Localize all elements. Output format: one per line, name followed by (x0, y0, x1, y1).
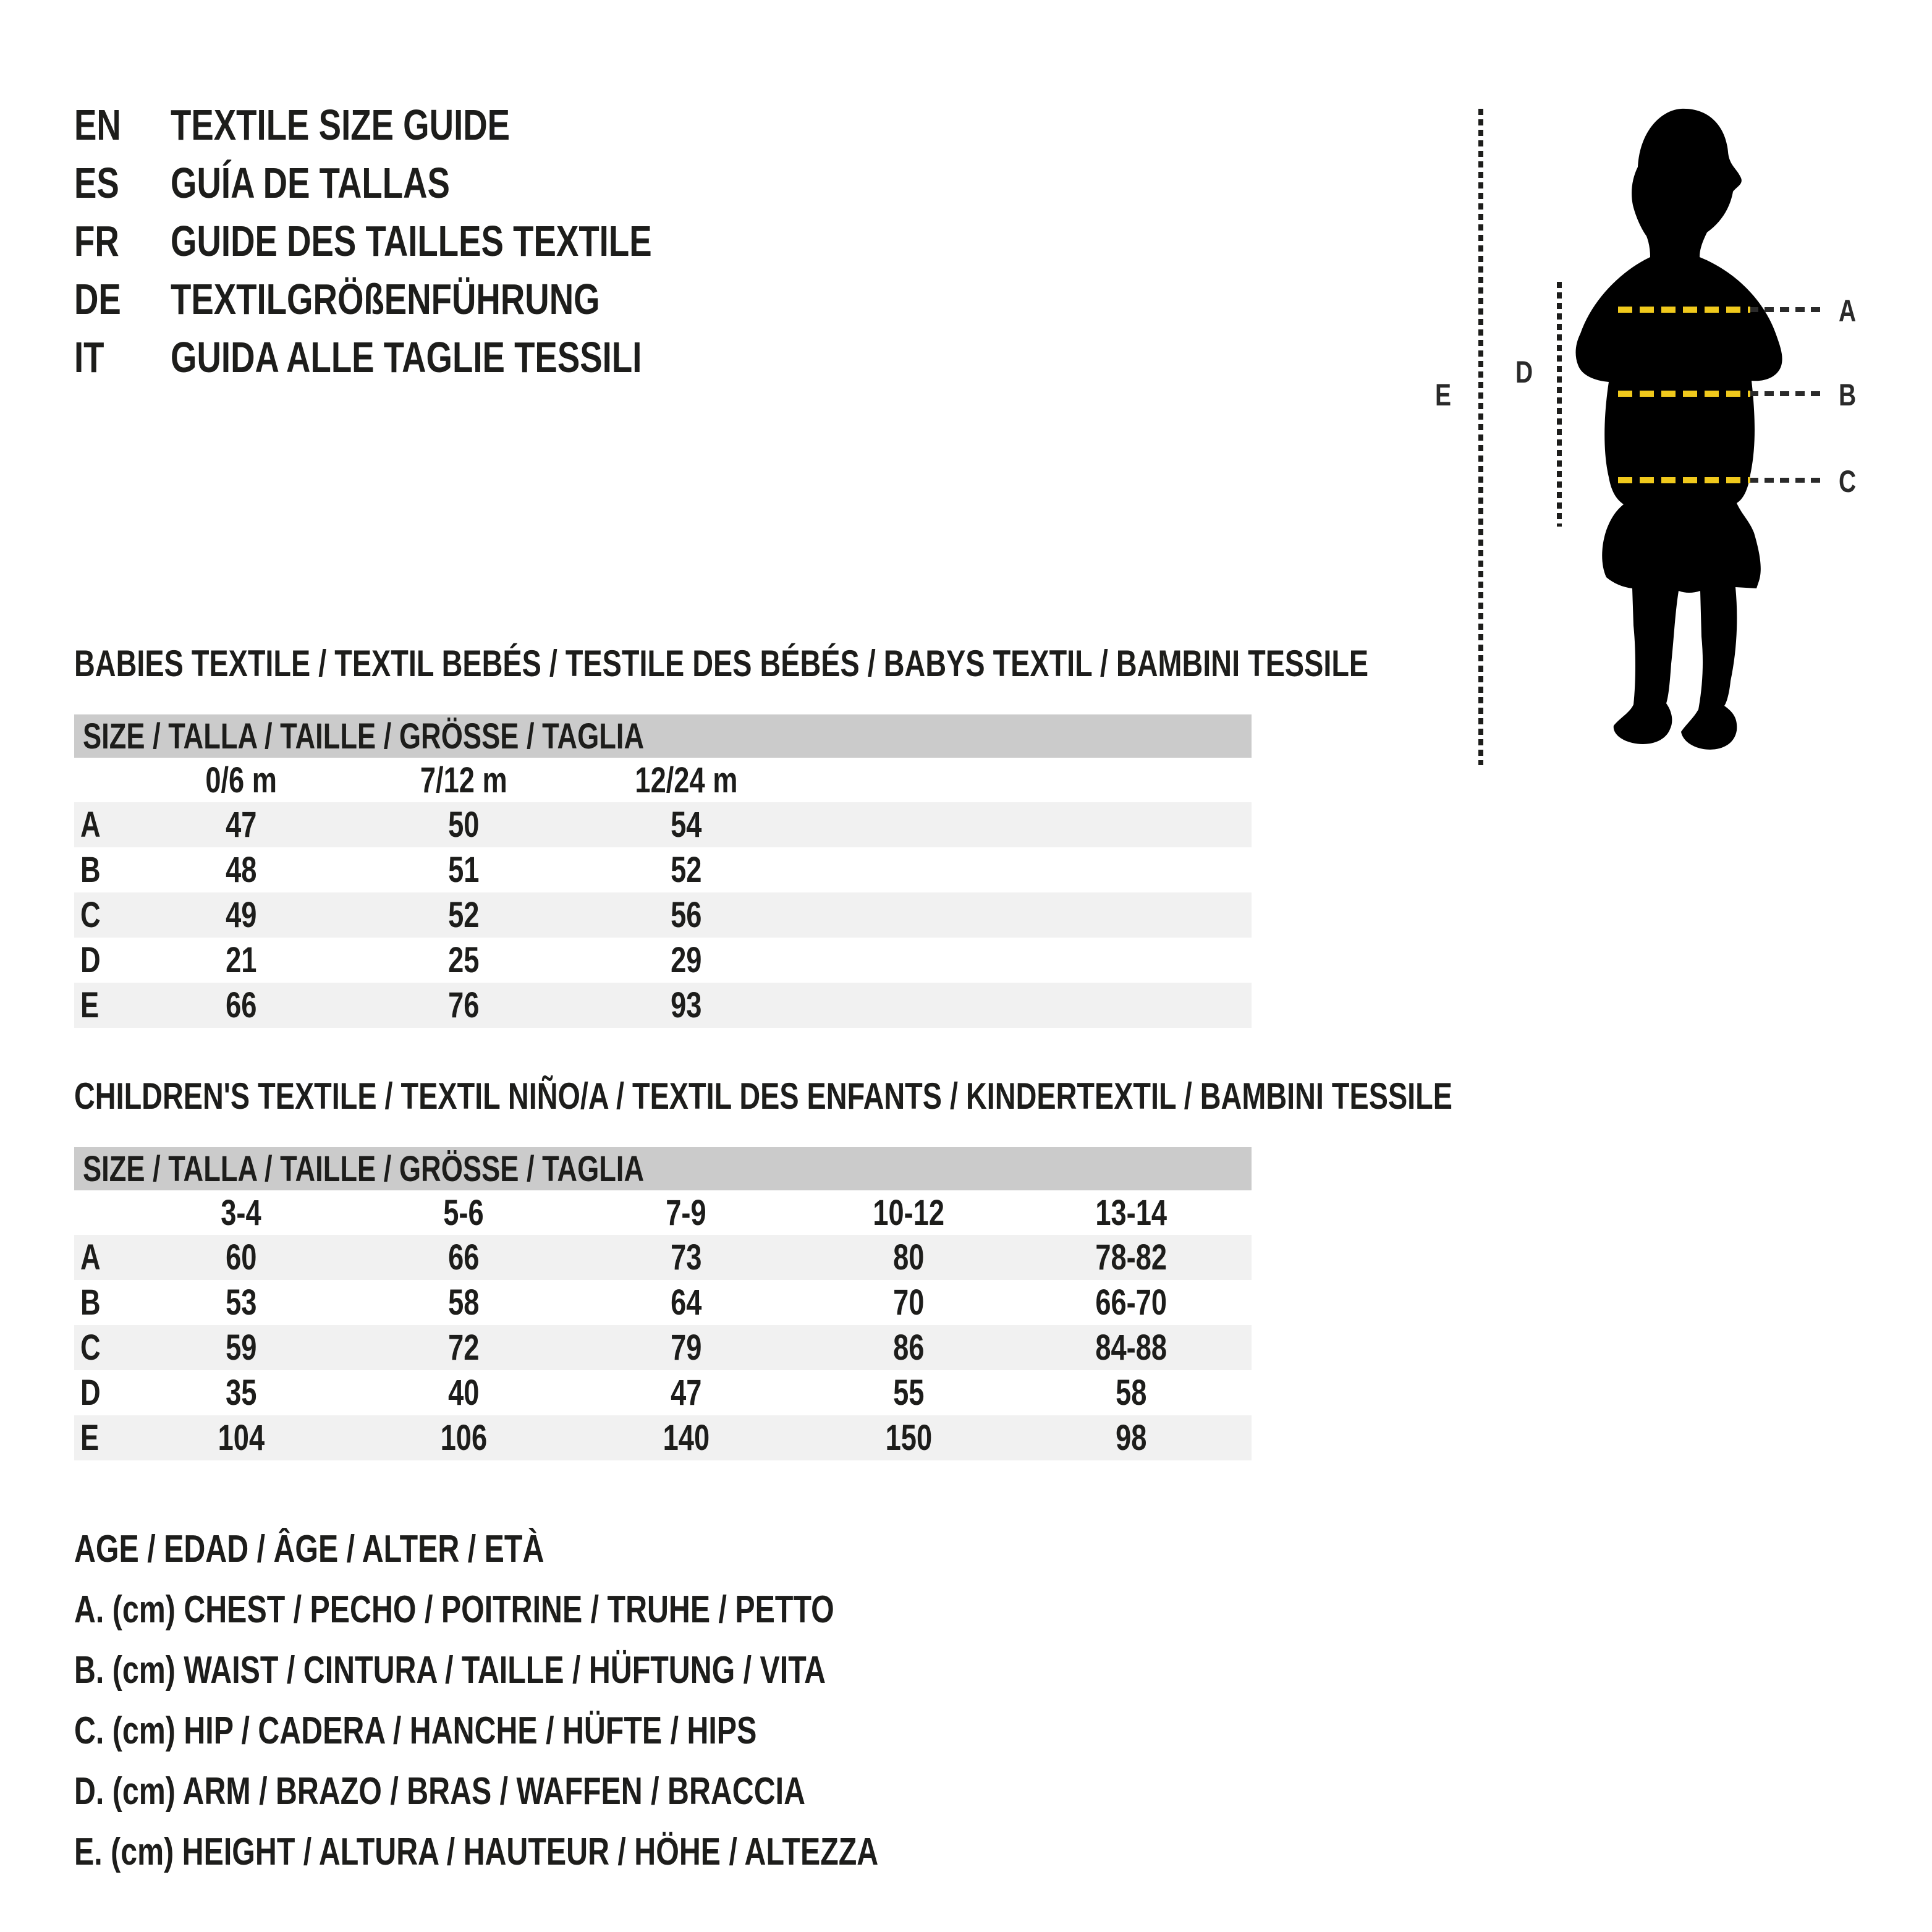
language-title: TEXTILE SIZE GUIDE (171, 101, 511, 149)
measurement-legend (74, 1519, 1105, 1882)
legend-line: B. (cm) WAIST / CINTURA / TAILLE / HÜFTUNG / VITA (74, 1648, 826, 1692)
chest-line-a-dashes (1749, 307, 1822, 312)
row-label: D (80, 1373, 101, 1413)
label-c: C (1839, 464, 1857, 499)
cell: 64 (670, 1282, 702, 1323)
language-code: DE (74, 275, 121, 323)
waist-line-b-dashes (1749, 391, 1822, 396)
row-label: E (80, 985, 100, 1025)
column-header: 12/24 m (634, 760, 737, 800)
cell: 35 (225, 1373, 257, 1413)
cell: 140 (663, 1418, 710, 1458)
cell: 52 (447, 895, 480, 935)
label-b: B (1839, 378, 1857, 412)
label-d: D (1515, 355, 1533, 389)
cell: 66 (225, 985, 257, 1025)
language-row (74, 328, 787, 386)
legend-line: AGE / EDAD / ÂGE / ALTER / ETÀ (74, 1527, 544, 1570)
cell: 150 (885, 1418, 932, 1458)
row-label: B (80, 1282, 101, 1323)
cell: 66 (447, 1237, 480, 1277)
children-size-table (74, 1147, 1252, 1460)
row-label: B (80, 850, 101, 890)
column-header: 7/12 m (420, 760, 507, 800)
column-header: 5-6 (443, 1192, 484, 1233)
row-label: C (80, 895, 101, 935)
cell: 50 (447, 805, 480, 845)
column-header: 3-4 (221, 1192, 261, 1233)
table-row (74, 983, 1252, 1028)
table-row (74, 1325, 1252, 1370)
language-row (74, 270, 787, 328)
label-a: A (1839, 294, 1857, 328)
cell: 66-70 (1095, 1282, 1167, 1323)
language-title-block (74, 96, 787, 386)
legend-line: A. (cm) CHEST / PECHO / POITRINE / TRUHE / PETTO (74, 1588, 834, 1631)
language-row (74, 212, 787, 270)
cell: 98 (1115, 1418, 1147, 1458)
column-header: 13-14 (1095, 1192, 1167, 1233)
chest-line-a-yellow (1618, 307, 1750, 313)
cell: 78-82 (1095, 1237, 1167, 1277)
cell: 55 (892, 1373, 925, 1413)
cell: 53 (225, 1282, 257, 1323)
language-code: FR (74, 217, 119, 265)
cell: 59 (225, 1328, 257, 1368)
row-label: C (80, 1328, 101, 1368)
row-label: A (80, 1237, 101, 1277)
table-row (74, 1370, 1252, 1415)
cell: 72 (447, 1328, 480, 1368)
cell: 76 (447, 985, 480, 1025)
table-row (74, 847, 1252, 892)
cell: 70 (892, 1282, 925, 1323)
language-code: EN (74, 101, 121, 149)
cell: 60 (225, 1237, 257, 1277)
cell: 93 (670, 985, 702, 1025)
language-title: TEXTILGRÖßENFÜHRUNG (171, 275, 600, 323)
language-row (74, 96, 787, 154)
waist-line-b-yellow (1618, 391, 1750, 397)
table-row (74, 802, 1252, 847)
cell: 25 (447, 940, 480, 980)
table-row (74, 892, 1252, 938)
section-title-babies: BABIES TEXTILE / TEXTIL BEBÉS / TESTILE DES BÉBÉS / BABYS TEXTIL / BAMBINI TESSILE (74, 643, 1369, 684)
column-header: 7-9 (666, 1192, 706, 1233)
language-code: ES (74, 159, 119, 207)
cell: 58 (1115, 1373, 1147, 1413)
table-row (74, 938, 1252, 983)
cell: 84-88 (1095, 1328, 1167, 1368)
hip-line-c-yellow (1618, 477, 1750, 483)
language-title: GUIDE DES TAILLES TEXTILE (171, 217, 652, 265)
section-title-children: CHILDREN'S TEXTILE / TEXTIL NIÑO/A / TEXTIL DES ENFANTS / KINDERTEXTIL / BAMBINI TESSILE (74, 1075, 1452, 1117)
cell: 106 (440, 1418, 487, 1458)
language-title: GUIDA ALLE TAGLIE TESSILI (171, 333, 642, 381)
cell: 49 (225, 895, 257, 935)
size-header-babies: SIZE / TALLA / TAILLE / GRÖSSE / TAGLIA (74, 714, 1252, 758)
cell: 56 (670, 895, 702, 935)
table-row (74, 1235, 1252, 1280)
row-label: E (80, 1418, 100, 1458)
label-e: E (1435, 378, 1452, 412)
column-header: 0/6 m (205, 760, 277, 800)
legend-line: E. (cm) HEIGHT / ALTURA / HAUTEUR / HÖHE / ALTEZZA (74, 1830, 879, 1873)
table-row (74, 1280, 1252, 1325)
cell: 21 (225, 940, 257, 980)
column-header: 10-12 (873, 1192, 944, 1233)
cell: 47 (670, 1373, 702, 1413)
cell: 47 (225, 805, 257, 845)
language-code: IT (74, 333, 104, 381)
cell: 40 (447, 1373, 480, 1413)
cell: 86 (892, 1328, 925, 1368)
cell: 104 (218, 1418, 265, 1458)
hip-line-c-dashes (1749, 478, 1822, 483)
babies-size-table (74, 714, 1252, 1028)
row-label: A (80, 805, 101, 845)
language-title: GUÍA DE TALLAS (171, 159, 450, 207)
cell: 58 (447, 1282, 480, 1323)
row-label: D (80, 940, 101, 980)
language-row (74, 154, 787, 212)
babies-column-header-row (74, 758, 1252, 802)
children-column-header-row (74, 1190, 1252, 1235)
cell: 80 (892, 1237, 925, 1277)
cell: 48 (225, 850, 257, 890)
cell: 29 (670, 940, 702, 980)
cell: 54 (670, 805, 702, 845)
table-row (74, 1415, 1252, 1460)
cell: 51 (447, 850, 480, 890)
cell: 79 (670, 1328, 702, 1368)
size-header-children: SIZE / TALLA / TAILLE / GRÖSSE / TAGLIA (74, 1147, 1252, 1190)
cell: 73 (670, 1237, 702, 1277)
legend-line: C. (cm) HIP / CADERA / HANCHE / HÜFTE / HIPS (74, 1709, 757, 1752)
legend-line: D. (cm) ARM / BRAZO / BRAS / WAFFEN / BRACCIA (74, 1769, 806, 1813)
cell: 52 (670, 850, 702, 890)
